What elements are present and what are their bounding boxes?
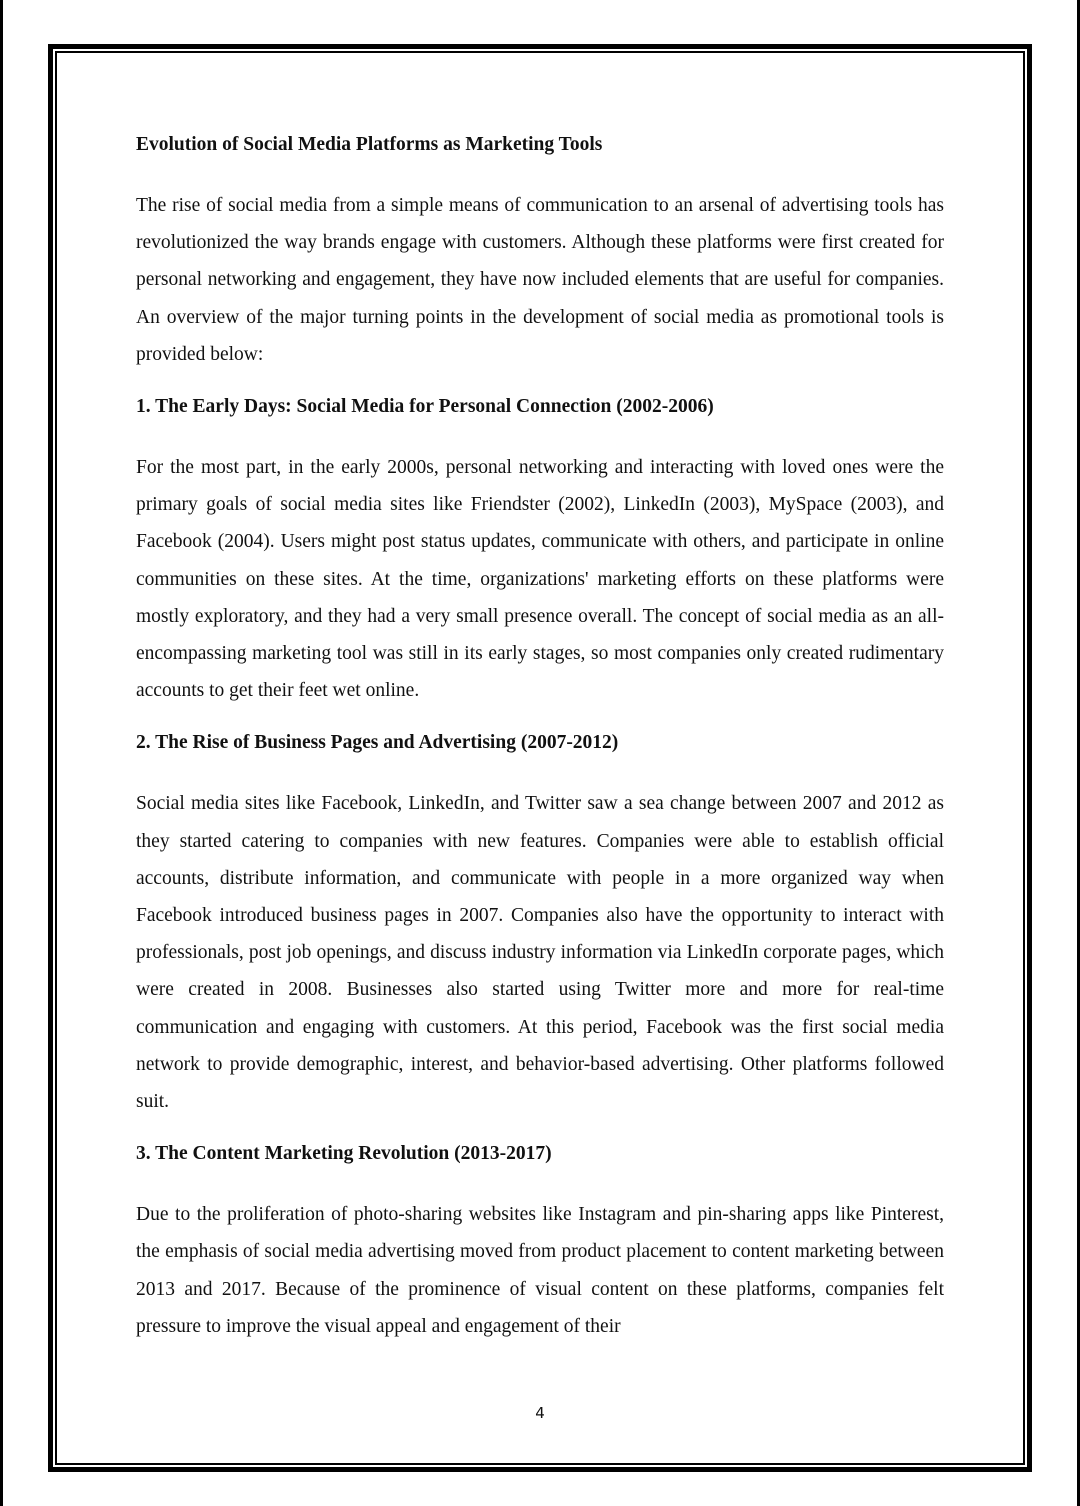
scan-edge-left bbox=[0, 0, 3, 1506]
section-heading-content-marketing: 3. The Content Marketing Revolution (2013-2017) bbox=[136, 1143, 552, 1165]
page-number: 4 bbox=[535, 1404, 545, 1422]
document-body bbox=[136, 132, 944, 1345]
intro-paragraph: The rise of social media from a simple means of communication to an arsenal of advertising tools has revolutionized the way brands engage with customers. Although these platforms were first created for personal networking and engagement, they have now included elements that are useful for companies. An overview of the major turning points in the development of social media as promotional tools is provided below: bbox=[136, 195, 944, 365]
section-paragraph-content-marketing: Due to the proliferation of photo-sharing websites like Instagram and pin-sharing apps like Pinterest, the emphasis of social media advertising moved from product placement to content marketing between 2013 and 2017. Because of the prominence of visual content on these platforms, companies felt pressure to improve the visual appeal and engagement of their bbox=[136, 1204, 944, 1337]
section-heading-early-days: 1. The Early Days: Social Media for Personal Connection (2002-2006) bbox=[136, 396, 714, 418]
section-paragraph-early-days: For the most part, in the early 2000s, personal networking and interacting with loved ones were the primary goals of social media sites like Friendster (2002), LinkedIn (2003), MySpace (2003), and Facebook (2004). Users might post status updates, communicate with others, and participate in online communities on these sites. At the time, organizations' marketing efforts on these platforms were mostly exploratory, and they had a very small presence overall. The concept of social media as an all-encompassing marketing tool was still in its early stages, so most companies only created rudimentary accounts to get their feet wet online. bbox=[136, 457, 944, 702]
document-title: Evolution of Social Media Platforms as Marketing Tools bbox=[136, 134, 603, 155]
section-paragraph-business-pages: Social media sites like Facebook, LinkedIn, and Twitter saw a sea change between 2007 and 2012 as they started catering to companies with new features. Companies were able to establish official accounts, distribute information, and communicate with people in a more organized way when Facebook introduced business pages in 2007. Companies also have the opportunity to interact with professionals, post job openings, and discuss industry information via LinkedIn corporate pages, which were created in 2008. Businesses also started using Twitter more and more for real-time communication and engaging with customers. At this period, Facebook was the first social media network to provide demographic, interest, and behavior-based advertising. Other platforms followed suit. bbox=[136, 793, 944, 1113]
section-heading-business-pages: 2. The Rise of Business Pages and Advertising (2007-2012) bbox=[136, 732, 619, 754]
